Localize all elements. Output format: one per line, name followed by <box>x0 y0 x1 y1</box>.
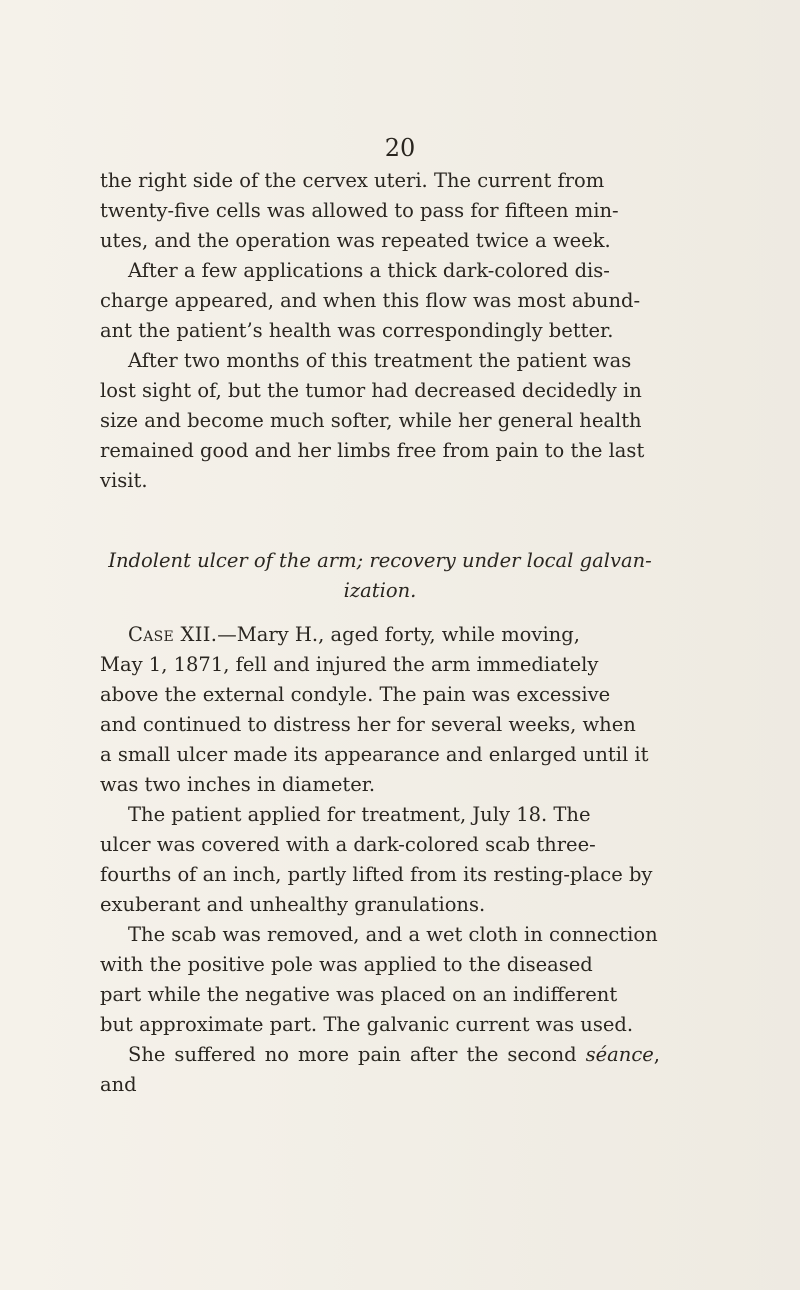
case-heading-line <box>100 620 660 650</box>
text-line: but approximate part. The galvanic current was used. <box>100 1013 634 1036</box>
text-line: a small ulcer made its appearance and enlarged until it <box>100 743 649 766</box>
text-line: fourths of an inch, partly lifted from its resting-place by <box>100 863 653 886</box>
section-title-line: ization. <box>343 579 417 602</box>
text-line: ulcer was covered with a dark-colored scab three- <box>100 833 596 856</box>
page-number: 20 <box>384 134 416 162</box>
text-line: After two months of this treatment the patient was <box>128 349 632 372</box>
text-line: visit. <box>100 469 148 492</box>
text-line: May 1, 1871, fell and injured the arm immediately <box>100 653 599 676</box>
case-xii-body <box>100 620 660 1100</box>
case-text-start: —Mary H., aged forty, while moving, <box>217 623 580 646</box>
section-title-line: Indolent ulcer of the arm; recovery under local galvan- <box>108 549 652 572</box>
text-line: part while the negative was placed on an indifferent <box>100 983 618 1006</box>
section-title <box>100 546 660 606</box>
text-line-final <box>100 1040 660 1100</box>
text-line: was two inches in diameter. <box>100 773 376 796</box>
final-line-text: She suffered no more pain after the second <box>128 1043 586 1066</box>
text-line: and continued to distress her for several weeks, when <box>100 713 636 736</box>
seance-emphasis: séance <box>585 1043 654 1066</box>
text-line: exuberant and unhealthy granulations. <box>100 893 486 916</box>
text-line: the right side of the cervex uteri. The current from <box>100 169 605 192</box>
text-line: After a few applications a thick dark-colored dis- <box>128 259 610 282</box>
text-line: charge appeared, and when this flow was most abund- <box>100 289 641 312</box>
text-line: twenty-five cells was allowed to pass for fifteen min- <box>100 199 619 222</box>
text-line: utes, and the operation was repeated twice a week. <box>100 229 611 252</box>
final-line-tail: , and <box>100 1043 660 1096</box>
text-line: above the external condyle. The pain was excessive <box>100 683 611 706</box>
text-line: remained good and her limbs free from pain to the last <box>100 439 645 462</box>
text-line: lost sight of, but the tumor had decreased decidedly in <box>100 379 642 402</box>
text-line: ant the patient’s health was correspondingly better. <box>100 319 614 342</box>
text-line: The scab was removed, and a wet cloth in connection <box>128 923 658 946</box>
case-label: Case XII. <box>128 623 218 646</box>
paragraph-case-xi-conclusion <box>100 166 660 496</box>
text-line: The patient applied for treatment, July 18. The <box>128 803 591 826</box>
text-line: size and become much softer, while her general health <box>100 409 642 432</box>
text-line: with the positive pole was applied to the diseased <box>100 953 593 976</box>
